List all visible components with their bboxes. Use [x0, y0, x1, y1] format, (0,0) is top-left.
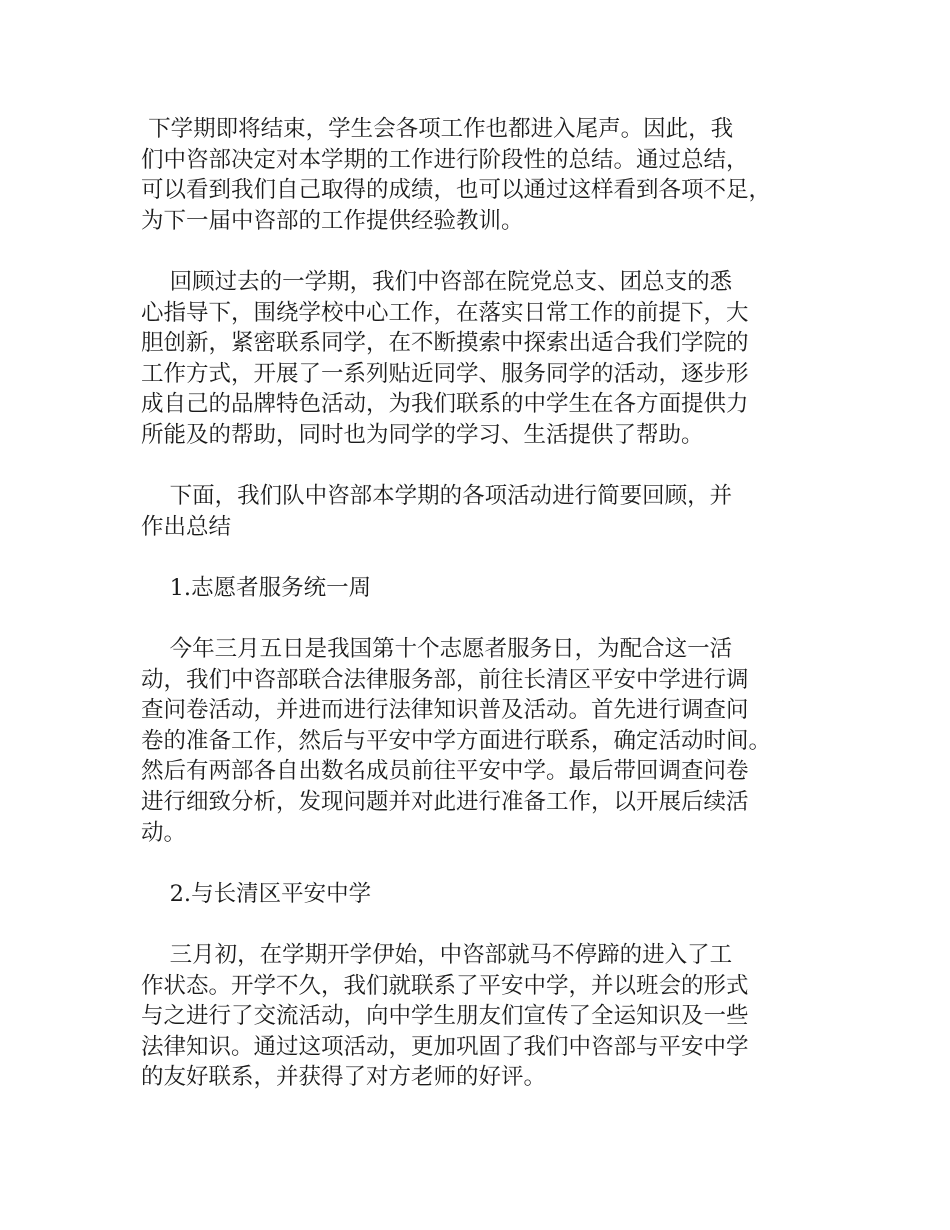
text-line: 工作方式，开展了一系列贴近同学、服务同学的活动，逐步形 [141, 360, 749, 387]
text-line: 今年三月五日是我国第十个志愿者服务日，为配合这一活 [141, 636, 733, 663]
text-line: 所能及的帮助，同时也为同学的学习、生活提供了帮助。 [141, 421, 704, 448]
paragraph [141, 114, 821, 236]
text-line: 三月初，在学期开学伊始，中咨部就马不停蹄的进入了工 [141, 942, 733, 969]
text-line: 成自己的品牌特色活动，为我们联系的中学生在各方面提供力 [141, 391, 749, 418]
text-line: 动。 [141, 819, 187, 846]
text-line: 们中咨部决定对本学期的工作进行阶段性的总结。通过总结， [141, 146, 749, 173]
text-line: 下面，我们队中咨部本学期的各项活动进行简要回顾，并 [141, 483, 733, 510]
text-line: 查问卷活动，并进而进行法律知识普及活动。首先进行调查问 [141, 697, 749, 724]
paragraph [141, 267, 821, 451]
text-line: 进行细致分析，发现问题并对此进行准备工作，以开展后续活 [141, 789, 749, 816]
text-line: 动，我们中咨部联合法律服务部，前往长清区平安中学进行调 [141, 666, 749, 693]
text-line: 然后有两部各自出数名成员前往平安中学。最后带回调查问卷 [141, 758, 749, 785]
paragraph [141, 940, 821, 1093]
document-body [141, 114, 821, 1093]
text-line: 回顾过去的一学期，我们中咨部在院党总支、团总支的悉 [141, 268, 733, 295]
text-line: 下学期即将结束，学生会各项工作也都进入尾声。因此，我 [141, 116, 734, 142]
text-line: 卷的准备工作，然后与平安中学方面进行联系，确定活动时间。 [141, 727, 772, 754]
text-line: 2.与长清区平安中学 [141, 880, 372, 907]
paragraph [141, 634, 821, 848]
text-line: 胆创新，紧密联系同学，在不断摸索中探索出适合我们学院的 [141, 330, 749, 357]
text-line: 作出总结 [141, 513, 232, 540]
text-line: 为下一届中咨部的工作提供经验教训。 [141, 207, 524, 234]
text-line: 法律知识。通过这项活动，更加巩固了我们中咨部与平安中学 [141, 1033, 749, 1060]
paragraph [141, 573, 821, 604]
text-line: 可以看到我们自己取得的成绩，也可以通过这样看到各项不足， [141, 177, 772, 204]
text-line: 的友好联系，并获得了对方老师的好评。 [141, 1064, 547, 1091]
paragraph [141, 879, 821, 910]
text-line: 心指导下，围绕学校中心工作，在落实日常工作的前提下，大 [141, 299, 749, 326]
text-line: 1.志愿者服务统一周 [141, 574, 372, 601]
text-line: 作状态。开学不久，我们就联系了平安中学，并以班会的形式 [141, 972, 749, 999]
paragraph [141, 481, 821, 542]
text-line: 与之进行了交流活动，向中学生朋友们宣传了全运知识及一些 [141, 1003, 749, 1030]
